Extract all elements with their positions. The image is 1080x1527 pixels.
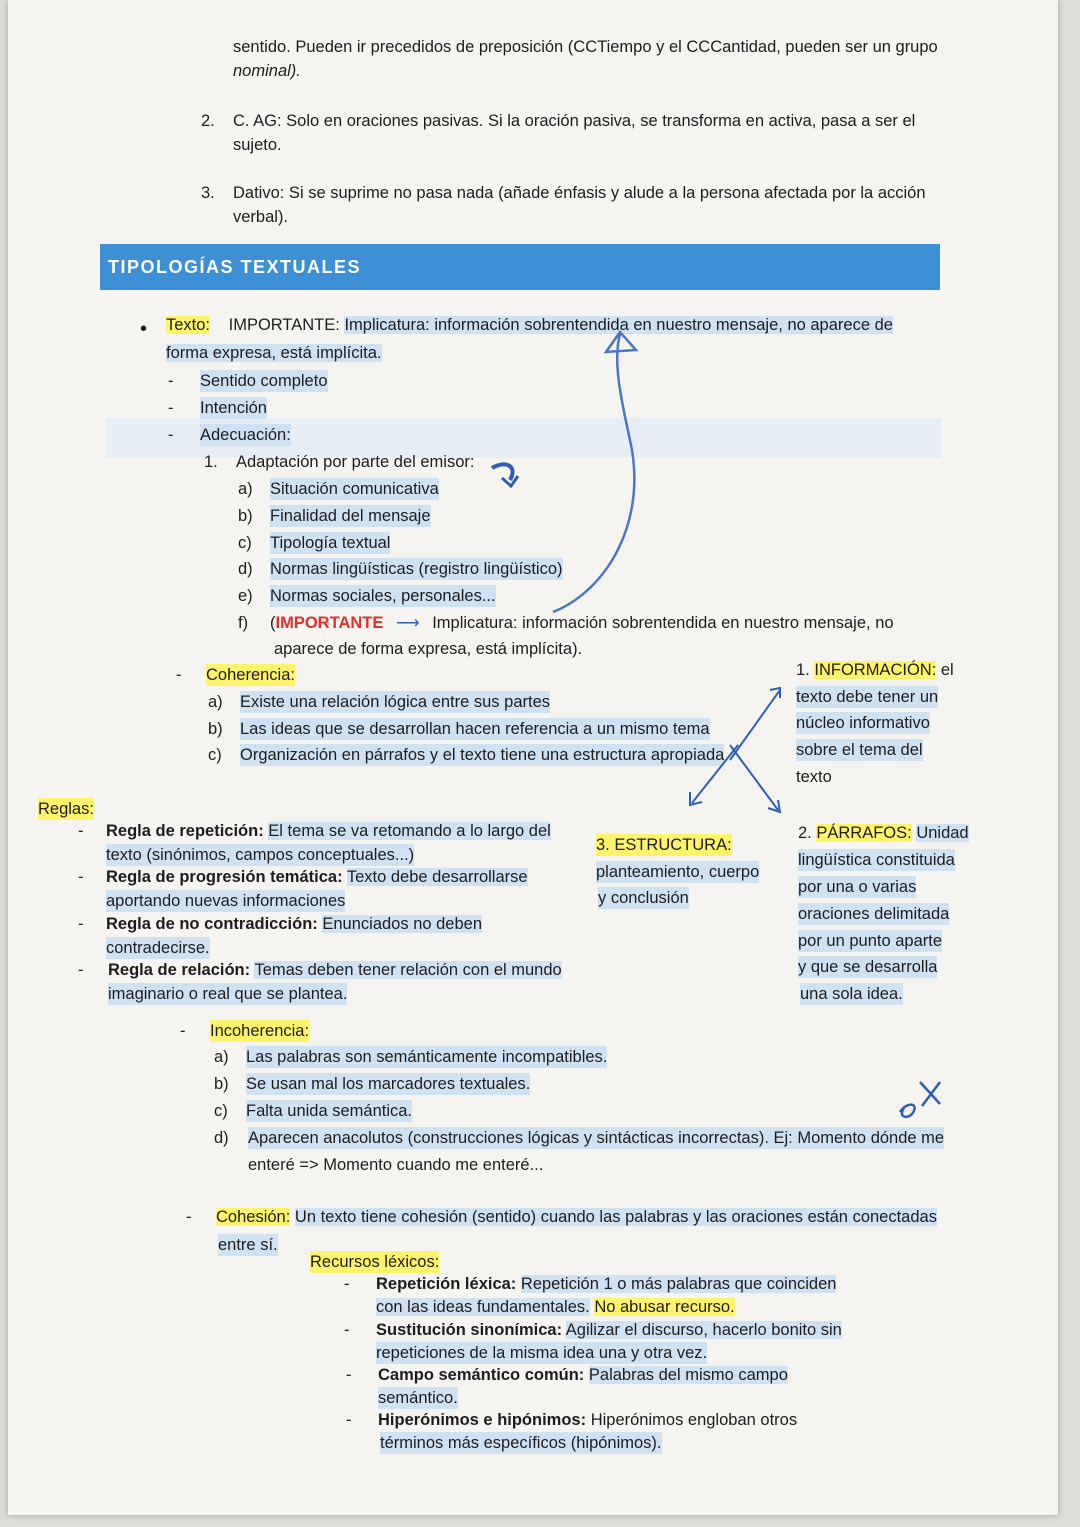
adecuacion-number: 1. — [204, 453, 218, 471]
regla-repeticion-title: Regla de repetición: — [106, 822, 264, 840]
dash: - — [344, 1275, 350, 1293]
dash: - — [168, 372, 174, 390]
coherencia-label: Coherencia: — [206, 666, 295, 684]
incoherencia-key-a: a) — [214, 1048, 229, 1066]
regla-relacion-text: Temas deben tener relación con el mundo — [254, 961, 562, 979]
recurso-sustitucion-line-2: repeticiones de la misma idea una y otra vez. — [376, 1344, 708, 1362]
incoherencia-item-d-line-2: enteré => Momento cuando me enteré... — [248, 1156, 544, 1174]
informacion-line-4: texto — [796, 768, 832, 786]
adecuacion-key-a: a) — [238, 480, 253, 498]
incoherencia-key-d: d) — [214, 1129, 229, 1147]
intro-item-3-line-1: Dativo: Si se suprime no pasa nada (añade énfasis y alude a la persona afectada por la acción — [233, 184, 926, 202]
recurso-repeticion-title: Repetición léxica: — [376, 1275, 517, 1293]
coherencia-key-c: c) — [208, 746, 222, 764]
intro-item-2-number: 2. — [201, 112, 215, 130]
recursos-lexicos-label: Recursos léxicos: — [310, 1253, 440, 1271]
estructura-line-1: planteamiento, cuerpo — [596, 863, 760, 881]
recurso-sustitucion-text: Agilizar el discurso, hacerlo bonito sin — [565, 1321, 842, 1339]
recurso-repeticion-text: Repetición 1 o más palabras que coinciden — [520, 1275, 837, 1293]
cohesion-label: Cohesión: — [216, 1208, 291, 1226]
adecuacion-f-text: Implicatura: información sobrentendida en nuestro mensaje, no — [432, 614, 894, 632]
regla-progresion-text: Texto debe desarrollarse — [346, 868, 528, 886]
intro-item-3-line-2: verbal). — [233, 208, 289, 226]
parrafos-line-6: una sola idea. — [800, 985, 903, 1003]
adecuacion-item-e: Normas sociales, personales... — [270, 587, 496, 605]
parrafos-label: PÁRRAFOS: — [816, 824, 912, 842]
parrafos-rest: Unidad — [916, 824, 969, 842]
hook-arrow-icon — [492, 464, 513, 480]
regla-repeticion-text: El tema se va retomando a lo largo del — [268, 822, 551, 840]
important-label: IMPORTANTE — [275, 614, 384, 632]
diagonal-arrow-icon — [730, 690, 780, 760]
dash: - — [344, 1321, 350, 1339]
diagonal-arrow-icon — [692, 745, 738, 803]
coherencia-item-c: Organización en párrafos y el texto tiene una estructura apropiada — [240, 746, 725, 764]
adecuacion-key-c: c) — [238, 534, 252, 552]
texto-important: IMPORTANTE: — [228, 316, 340, 334]
parrafos-line-2: por una o varias — [798, 878, 917, 896]
regla-no-contradiccion-line-2: contradecirse. — [106, 939, 210, 957]
adecuacion-item-c: Tipología textual — [270, 534, 391, 552]
incoherencia-key-b: b) — [214, 1075, 229, 1093]
informacion-label: INFORMACIÓN: — [814, 661, 937, 679]
incoherencia-item-b: Se usan mal los marcadores textuales. — [246, 1075, 531, 1093]
recurso-hiperonimos-text: Hiperónimos engloban otros — [590, 1411, 798, 1429]
diagonal-arrow-icon — [730, 745, 778, 810]
notebook-page — [8, 0, 1058, 1515]
incoherencia-key-c: c) — [214, 1102, 228, 1120]
parrafos-line-4: por un punto aparte — [798, 932, 943, 950]
texto-line-2-text: forma expresa, está implícita. — [166, 344, 382, 362]
informacion-line-2: núcleo informativo — [796, 714, 930, 732]
arrowhead-icon — [606, 332, 636, 352]
adecuacion-f-line-2: aparece de forma expresa, está implícita). — [274, 640, 583, 658]
recurso-repeticion-line-2b: No abusar recurso. — [594, 1298, 735, 1316]
dash: - — [176, 666, 182, 684]
dash: - — [168, 399, 174, 417]
cohesion-text: Un texto tiene cohesión (sentido) cuando las palabras y las oraciones están conectadas — [294, 1208, 937, 1226]
incoherencia-item-c: Falta unida semántica. — [246, 1102, 413, 1120]
dash: - — [346, 1411, 352, 1429]
regla-no-contradiccion-title: Regla de no contradicción: — [106, 915, 318, 933]
coherencia-key-b: b) — [208, 720, 223, 738]
texto-prop-intencion: Intención — [200, 399, 267, 417]
recurso-campo-line-2: semántico. — [378, 1389, 458, 1407]
texto-implicatura: Implicatura: información sobrentendida en nuestro mensaje, no aparece de — [344, 316, 893, 334]
coherencia-item-a: Existe una relación lógica entre sus partes — [240, 693, 551, 711]
regla-no-contradiccion-text: Enunciados no deben — [322, 915, 483, 933]
adecuacion-key-b: b) — [238, 507, 253, 525]
dash: - — [180, 1022, 186, 1040]
incoherencia-item-d: Aparecen anacolutos (construcciones lógicas y sintácticas incorrectas). Ej: Momento dónde me — [248, 1129, 945, 1147]
incoherencia-label: Incoherencia: — [210, 1022, 310, 1040]
recurso-hiperonimos-line-2: términos más específicos (hipónimos). — [380, 1434, 662, 1452]
informacion-line-1: texto debe tener un — [796, 688, 939, 706]
adecuacion-key-f: f) — [238, 614, 249, 632]
adecuacion-key-e: e) — [238, 587, 253, 605]
intro-line-1: sentido. Pueden ir precedidos de preposición (CCTiempo y el CCCantidad, pueden ser un grupo — [233, 38, 938, 56]
adecuacion-key-d: d) — [238, 560, 253, 578]
adecuacion-item-b: Finalidad del mensaje — [270, 507, 431, 525]
parrafos-number: 2. — [798, 824, 812, 842]
parrafos-line-5: y que se desarrolla — [798, 958, 938, 976]
estructura-line-2: y conclusión — [598, 889, 689, 907]
parrafos-line-3: oraciones delimitada — [798, 905, 950, 923]
curved-arrow-icon — [553, 334, 634, 612]
regla-relacion-title: Regla de relación: — [108, 961, 251, 979]
reglas-label: Reglas: — [38, 800, 94, 818]
texto-prop-sentido: Sentido completo — [200, 372, 328, 390]
informacion-number: 1. — [796, 661, 810, 679]
coherencia-key-a: a) — [208, 693, 223, 711]
texto-label: Texto: — [166, 316, 211, 334]
recurso-campo-title: Campo semántico común: — [378, 1366, 585, 1384]
coherencia-item-b: Las ideas que se desarrollan hacen referencia a un mismo tema — [240, 720, 710, 738]
adecuacion-item-d: Normas lingüísticas (registro lingüístico) — [270, 560, 563, 578]
adecuacion-item-a: Situación comunicativa — [270, 480, 439, 498]
handwritten-arrows — [8, 0, 1058, 1515]
incoherencia-item-a: Las palabras son semánticamente incompatibles. — [246, 1048, 608, 1066]
adecuacion-title: Adaptación por parte del emisor: — [236, 453, 475, 471]
intro-item-3-number: 3. — [201, 184, 215, 202]
dash: - — [78, 822, 84, 840]
dash: - — [168, 426, 174, 444]
informacion-rest: el — [940, 661, 954, 679]
regla-repeticion-line-2: texto (sinónimos, campos conceptuales...) — [106, 846, 415, 864]
intro-item-2-line-2: sujeto. — [233, 136, 282, 154]
intro-item-2-line-1: C. AG: Solo en oraciones pasivas. Si la oración pasiva, se transforma en activa, pasa a ser el — [233, 112, 916, 130]
recurso-hiperonimos-title: Hiperónimos e hipónimos: — [378, 1411, 587, 1429]
informacion-line-3: sobre el tema del — [796, 741, 923, 759]
intro-line-2: nominal). — [233, 62, 301, 80]
parrafos-line-1: lingüística constituida — [798, 851, 955, 869]
texto-prop-adecuacion: Adecuación: — [200, 426, 291, 444]
dash: - — [78, 915, 84, 933]
regla-relacion-line-2: imaginario o real que se plantea. — [108, 985, 348, 1003]
dash: - — [78, 961, 84, 979]
regla-progresion-title: Regla de progresión temática: — [106, 868, 343, 886]
estructura-label: 3. ESTRUCTURA: — [596, 836, 732, 854]
dash: - — [78, 868, 84, 886]
section-header: TIPOLOGÍAS TEXTUALES — [100, 244, 940, 290]
recurso-sustitucion-title: Sustitución sinonímica: — [376, 1321, 563, 1339]
regla-progresion-line-2: aportando nuevas informaciones — [106, 892, 346, 910]
correction-mark-icon — [900, 1082, 940, 1117]
paren-open: ( — [270, 614, 276, 632]
recurso-campo-text: Palabras del mismo campo — [588, 1366, 788, 1384]
bullet-icon: • — [140, 318, 148, 340]
dash: - — [346, 1366, 352, 1384]
dash: - — [186, 1208, 192, 1226]
recurso-repeticion-line-2a: con las ideas fundamentales. — [376, 1298, 590, 1316]
cohesion-line-2: entre sí. — [218, 1236, 278, 1254]
arrow-right-icon: ⟶ — [395, 614, 420, 632]
